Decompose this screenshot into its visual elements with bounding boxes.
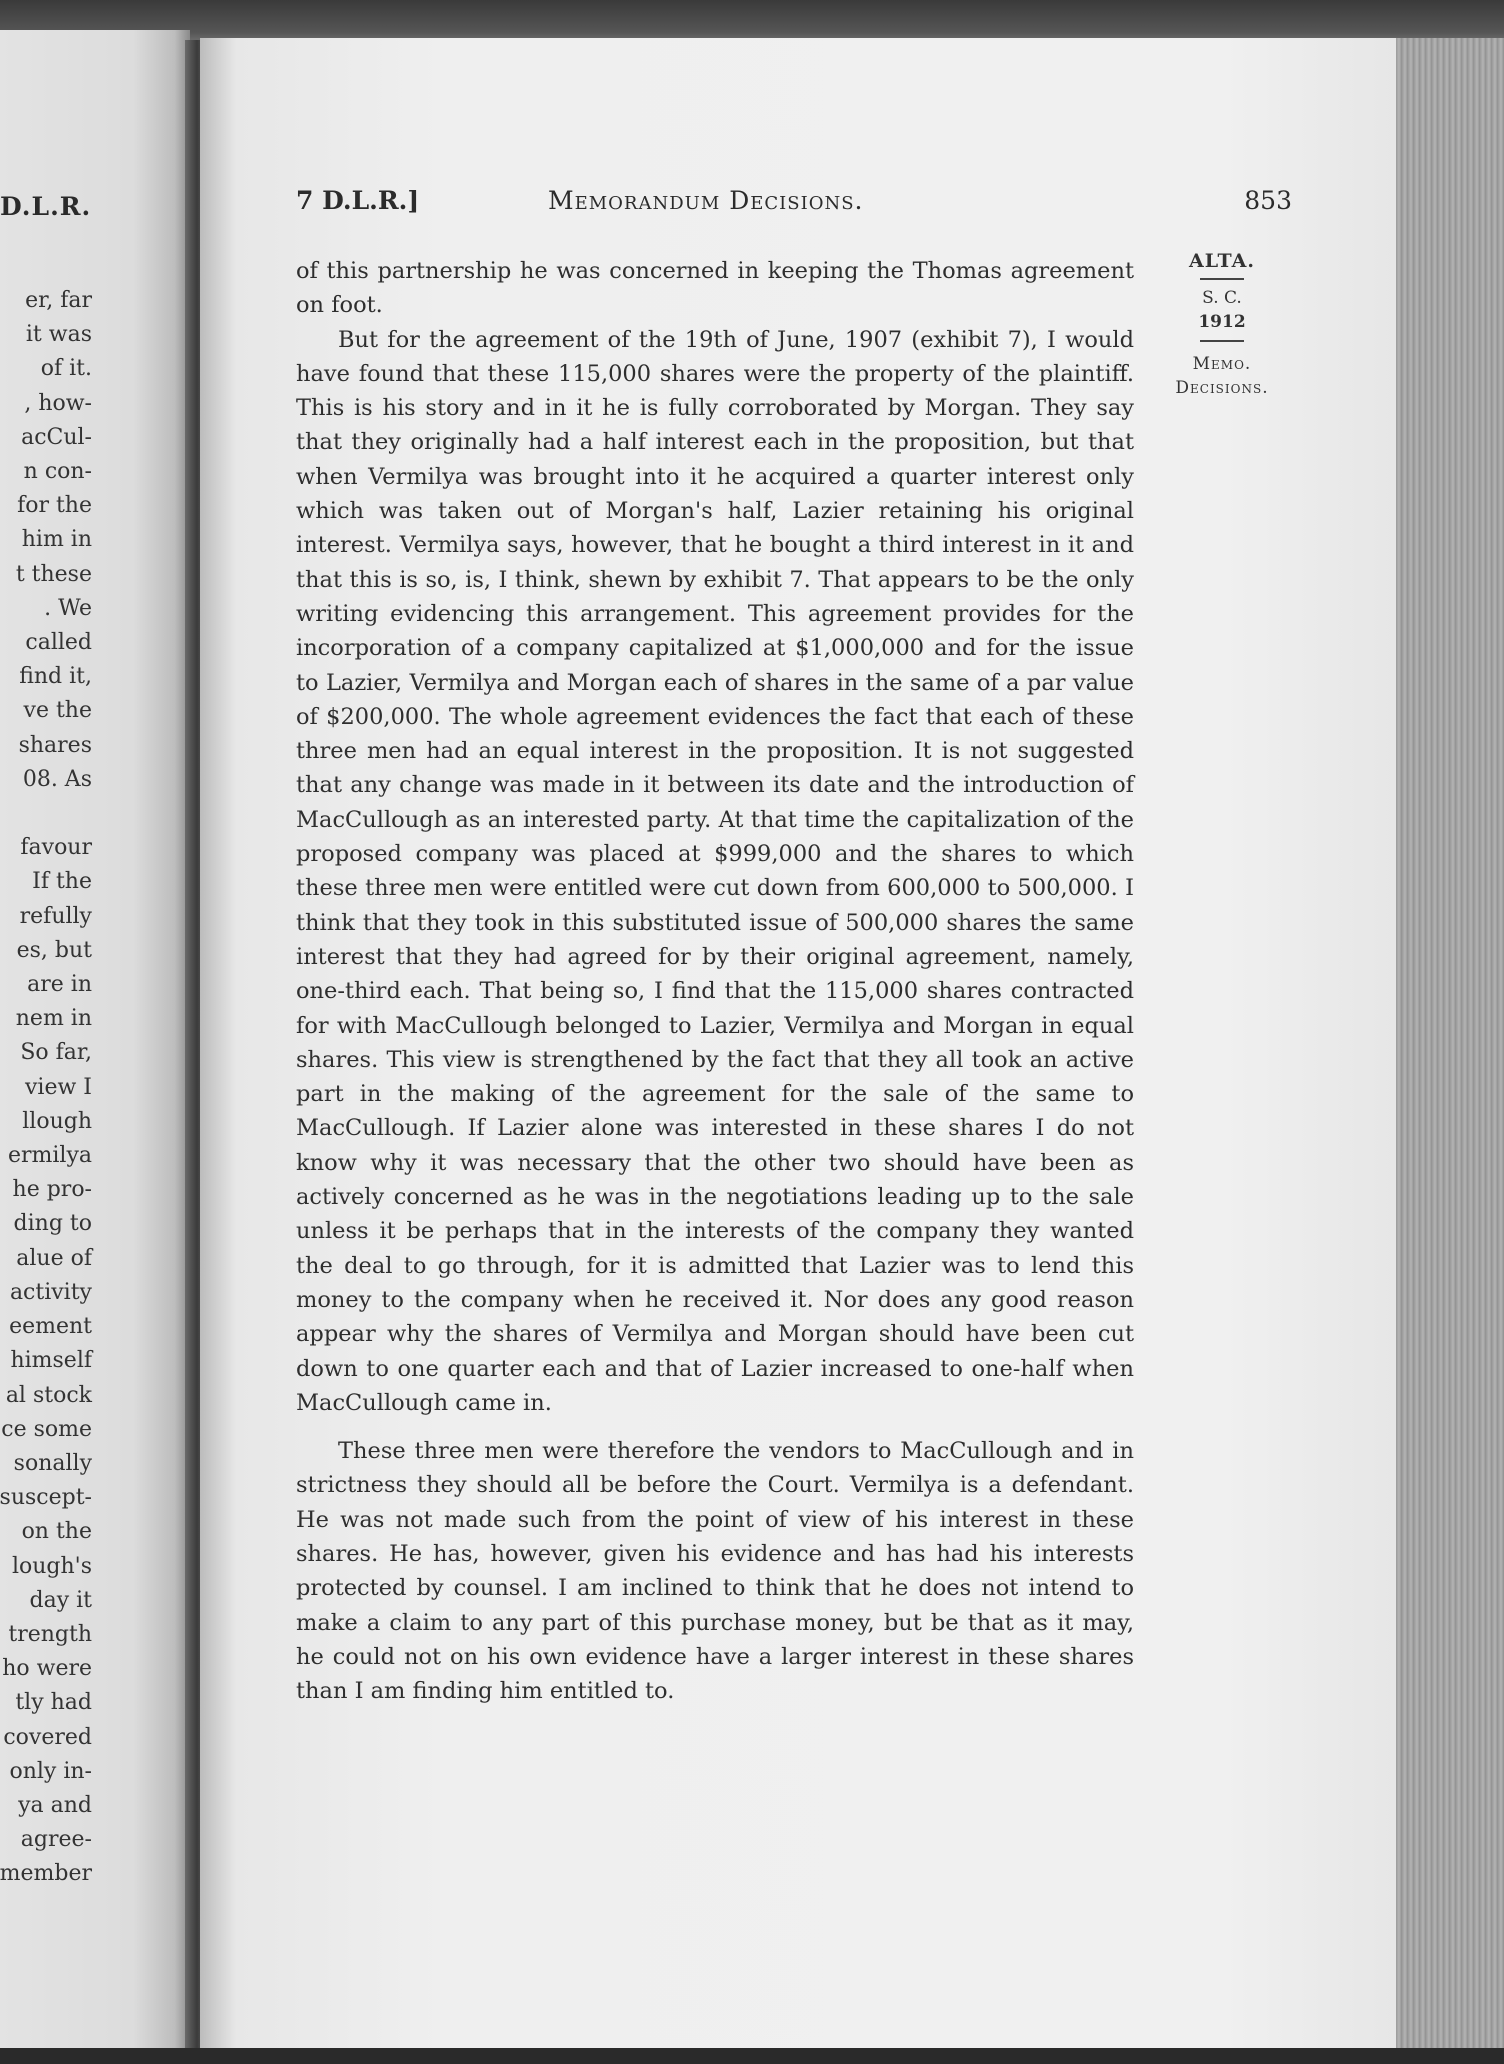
running-header xyxy=(296,186,1292,220)
running-title: Memorandum Decisions. xyxy=(548,186,864,215)
volume-reference: 7 D.L.R.] xyxy=(296,186,420,215)
paragraph-continuation: of this partnership he was concerned in keeping the Thomas agreement on foot. xyxy=(296,258,1134,319)
left-page-line: activity xyxy=(9,1279,92,1305)
left-page-line: eement xyxy=(9,1314,92,1340)
left-page-line: 08. As xyxy=(22,766,92,792)
left-page-line: acCul- xyxy=(21,424,92,450)
paragraph: But for the agreement of the 19th of June, 1907 (exhibit 7), I would have found that these 115,000 shares were the property of the plaintiff. This is his story and in it he is fully corroborated by Morgan. They say that they originally had a half interest each in the proposition, but that when Vermilya was brought into it he acquired a quarter interest only which was taken out of Morgan's half, Lazier retaining his original interest. Vermilya says, however, that he bought a third interest in it and that this is so, is, I think, shewn by exhibit 7. That appears to be the only writing evidencing this arrangement. This agreement provides for the incorporation of a company capitalized at $1,000,000 and for the issue to Lazier, Vermilya and Morgan each of shares in the same of a par value of $200,000. The whole agreement evidences the fact that each of these three men had an equal interest in the proposition. It is not suggested that any change was made in it between its date and the introduction of MacCullough as an interested party. At that time the capitalization of the proposed company was placed at $999,000 and the shares to which these three men were entitled were cut down from 600,000 to 500,000. I think that they took in this substituted issue of 500,000 shares the same interest that they had agreed for by their original agreement, namely, one-third each. That being so, I find that the 115,000 shares contracted for with MacCullough belonged to Lazier, Vermilya and Morgan in equal shares. This view is strengthened by the fact that they all took an active part in the making of the agreement for the sale of the same to MacCullough. If Lazier alone was interested in these shares I do not know why it was necessary that the other two should have been as actively concerned as he was in the negotiations leading up to the sale unless it be perhaps that in the interests of the company they wanted the deal to go through, for it is admitted that Lazier was to lend this money to the company when he received it. Nor does any good reason appear why the shares of Vermilya and Morgan should have been cut down to one quarter each and that of Lazier increased to one-half when MacCullough came in. xyxy=(296,326,1134,1416)
left-page-line: he pro- xyxy=(12,1177,92,1203)
left-page-line: refully xyxy=(19,903,92,929)
sidenote-rule xyxy=(1200,340,1244,342)
left-page-line: day it xyxy=(29,1587,92,1613)
left-page-line: are in xyxy=(27,972,92,998)
left-page-line: nem in xyxy=(15,1006,92,1032)
left-page-line: llough xyxy=(22,1108,92,1134)
left-page-line: . We xyxy=(44,595,92,621)
left-page-line: covered xyxy=(3,1724,92,1750)
left-page-line: ermilya xyxy=(7,1143,92,1169)
left-page-line: t these xyxy=(15,561,92,587)
left-page-line: So far, xyxy=(20,1040,92,1066)
left-page-header: D.L.R. xyxy=(0,192,92,221)
left-page-line: lough's xyxy=(11,1553,92,1579)
left-page-line: shares xyxy=(18,732,92,758)
sidenote-division: S. C. xyxy=(1202,288,1242,308)
left-page-line: him in xyxy=(21,527,92,553)
left-page-line: ding to xyxy=(13,1211,92,1237)
left-page-line: ho were xyxy=(2,1656,92,1682)
left-page-line xyxy=(0,797,92,831)
left-page-line: of it. xyxy=(40,356,92,382)
left-page-line: suscept- xyxy=(0,1485,92,1511)
left-page-line: agree- xyxy=(20,1827,92,1853)
sidenote-court: ALTA. xyxy=(1188,250,1255,272)
left-page-line: ce some xyxy=(1,1416,92,1442)
left-page-line: member xyxy=(0,1861,92,1887)
page-number: 853 xyxy=(1244,186,1292,215)
left-page-line: trength xyxy=(8,1621,92,1647)
left-page-line: es, but xyxy=(16,937,92,963)
left-page-line: only in- xyxy=(9,1758,92,1784)
left-page-line: on the xyxy=(21,1519,92,1545)
margin-sidenote xyxy=(1152,250,1292,400)
left-page-line: sonally xyxy=(13,1450,92,1476)
left-page-line: If the xyxy=(32,869,92,895)
left-page-line: ve the xyxy=(23,698,92,724)
left-page-line: himself xyxy=(10,1348,92,1374)
book-bottom-edge xyxy=(0,2048,1504,2064)
left-page-line: er, far xyxy=(25,288,92,313)
left-page-line: ya and xyxy=(18,1792,92,1818)
left-page-line: find it, xyxy=(19,664,92,690)
left-page xyxy=(0,30,190,2050)
left-page-line: al stock xyxy=(5,1382,92,1408)
left-page-line: it was xyxy=(25,322,92,348)
left-page-line: n con- xyxy=(23,459,92,485)
left-page-line: tly had xyxy=(15,1690,92,1716)
sidenote-category-2: Decisions. xyxy=(1175,378,1269,398)
book-fore-edge xyxy=(1396,38,1504,2054)
left-page-line: favour xyxy=(20,835,92,861)
left-page-text-fragments xyxy=(0,284,92,1892)
paragraph: These three men were therefore the vendors to MacCullough and in strictness they should all be before the Court. Vermilya is a defendant. He was not made such from the point of view of his interest in these shares. He has, however, given his evidence and has had his interests protected by counsel. I am inclined to think that he does not intend to make a claim to any part of this purchase money, but be that as it may, he could not on his own evidence have a larger interest in these shares than I am finding him entitled to. xyxy=(296,1438,1134,1705)
left-page-line: called xyxy=(25,630,92,656)
left-page-line: , how- xyxy=(24,390,92,416)
sidenote-category-1: Memo. xyxy=(1192,354,1252,374)
left-page-line: for the xyxy=(17,493,92,519)
sidenote-rule xyxy=(1200,278,1244,280)
body-text xyxy=(296,254,1134,1708)
left-page-line: alue of xyxy=(16,1245,92,1271)
sidenote-year: 1912 xyxy=(1198,312,1246,332)
left-page-line: view I xyxy=(25,1074,92,1100)
